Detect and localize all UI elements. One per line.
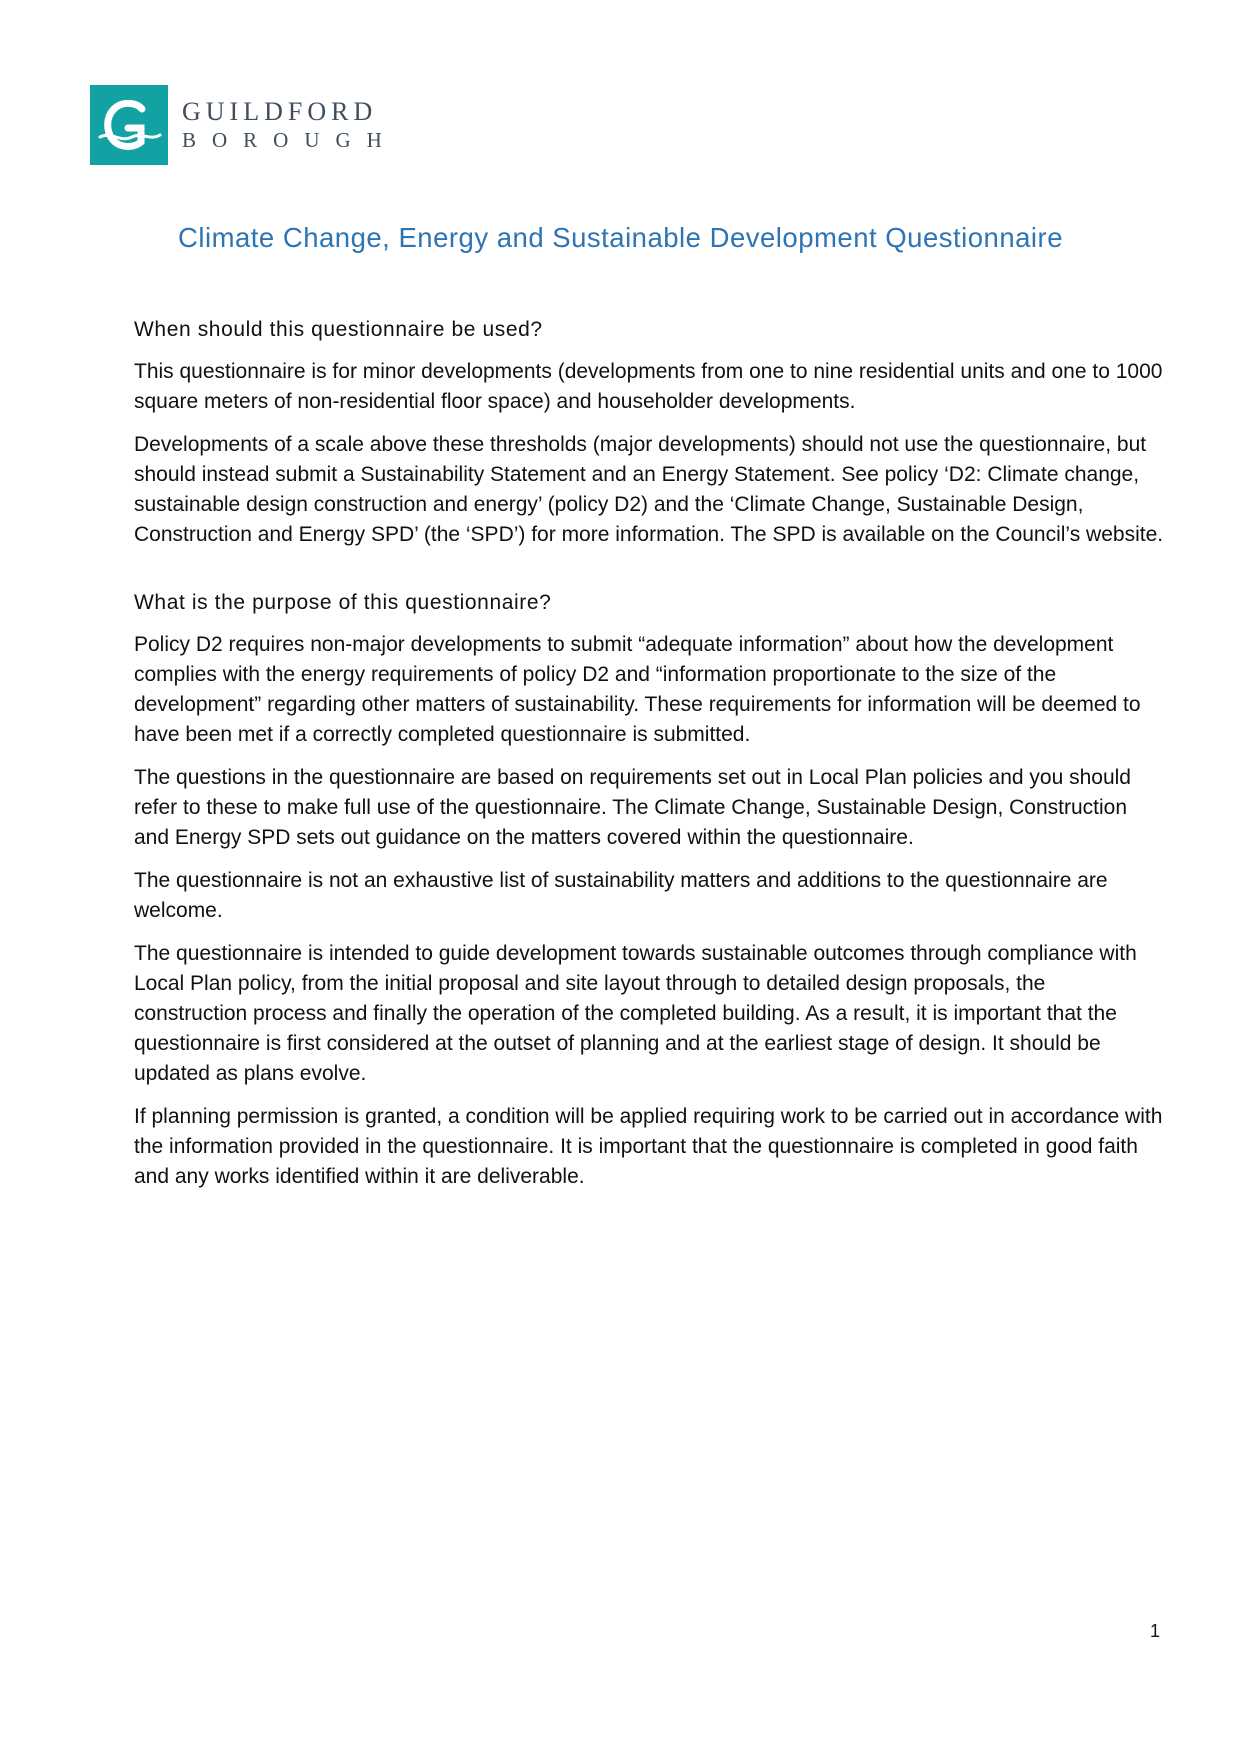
paragraph: If planning permission is granted, a condition will be applied requiring work to be carried out in accordance with the information provided in the questionnaire. It is important that the questionnaire is completed in good faith and any works identified within it are deliverable. xyxy=(134,1105,1163,1188)
section-when-to-use xyxy=(134,317,1164,550)
page-number: 1 xyxy=(1150,1621,1161,1641)
document-body xyxy=(134,317,1164,1205)
paragraph: This questionnaire is for minor developments (developments from one to nine residential units and one to 1000 square meters of non-residential floor space) and householder developments. xyxy=(134,360,1163,413)
document-title: Climate Change, Energy and Sustainable Development Questionnaire xyxy=(177,222,1063,253)
guildford-borough-logo xyxy=(90,85,398,165)
paragraph: Policy D2 requires non-major developments to submit “adequate information” about how the development complies with the energy requirements of policy D2 and “information proportionate to the size of the development” regarding other matters of sustainability. These requirements for information will be deemed to have been met if a correctly completed questionnaire is submitted. xyxy=(134,633,1141,746)
paragraph: Developments of a scale above these thresholds (major developments) should not use the questionnaire, but should instead submit a Sustainability Statement and an Energy Statement. See policy ‘D2: Climate change, sustainable design construction and energy’ (policy D2) and the ‘Climate Change, Sustainable Design, Construction and Energy SPD’ (the ‘SPD’) for more information. The SPD is available on the Council’s website. xyxy=(134,433,1164,546)
paragraph: The questionnaire is not an exhaustive list of sustainability matters and additions to the questionnaire are welcome. xyxy=(134,869,1108,922)
paragraph: The questionnaire is intended to guide development towards sustainable outcomes through compliance with Local Plan policy, from the initial proposal and site layout through to detailed design proposals, the construction process and finally the operation of the completed building. As a result, it is important that the questionnaire is first considered at the outset of planning and at the earliest stage of design. It should be updated as plans evolve. xyxy=(134,942,1137,1085)
section-heading: When should this questionnaire be used? xyxy=(134,318,543,341)
logo-g-icon xyxy=(90,85,168,165)
logo-line-guildford: GUILDFORD xyxy=(182,97,378,126)
section-purpose xyxy=(134,590,1164,1192)
section-heading: What is the purpose of this questionnaire? xyxy=(134,591,552,614)
paragraph: The questions in the questionnaire are based on requirements set out in Local Plan policies and you should refer to these to make full use of the questionnaire. The Climate Change, Sustainable Design, Construction and Energy SPD sets out guidance on the matters covered within the questionnaire. xyxy=(134,766,1131,849)
logo-line-borough: BOROUGH xyxy=(182,128,398,152)
